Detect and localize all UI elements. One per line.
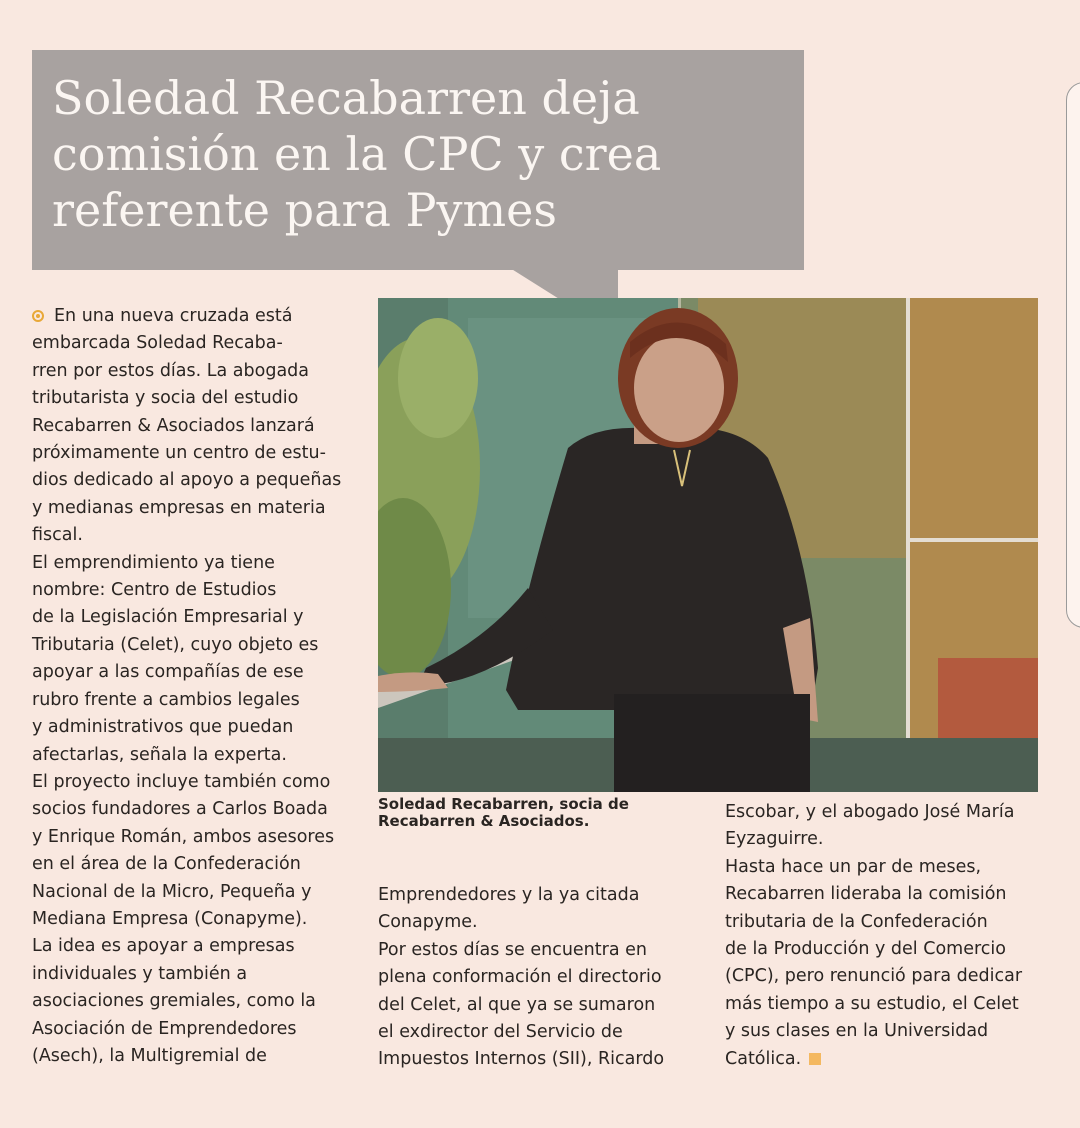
- portrait-illustration: [378, 298, 1038, 792]
- text-line: tributarista y socia del estudio: [32, 388, 299, 409]
- text-line: Recabarren & Asociados lanzará: [32, 415, 315, 436]
- paragraph-board-end: [725, 799, 1055, 854]
- caption-line: Recabarren & Asociados.: [378, 812, 590, 830]
- article-column-3: [725, 799, 1055, 1073]
- text-line: más tiempo a su estudio, el Celet: [725, 993, 1019, 1014]
- text-line: el exdirector del Servicio de: [378, 1022, 623, 1043]
- text-line: y medianas empresas en materia: [32, 497, 326, 518]
- text-line: Por estos días se encuentra en: [378, 939, 647, 960]
- article-column-2: [378, 882, 698, 1074]
- text-line: rren por estos días. La abogada: [32, 360, 310, 381]
- text-line: apoyar a las compañías de ese: [32, 662, 304, 683]
- text-line: Tributaria (Celet), cuyo objeto es: [32, 634, 319, 655]
- text-line: La idea es apoyar a empresas: [32, 936, 295, 957]
- text-line: Impuestos Internos (SII), Ricardo: [378, 1049, 665, 1070]
- text-line: (CPC), pero renunció para dedicar: [725, 966, 1023, 987]
- side-panel-tab[interactable]: [1066, 82, 1080, 628]
- text-line: El proyecto incluye también como: [32, 771, 331, 792]
- text-line: afectarlas, señala la experta.: [32, 744, 287, 765]
- text-line: socios fundadores a Carlos Boada: [32, 799, 328, 820]
- circle-bullet-icon: [32, 310, 44, 322]
- text-line: individuales y también a: [32, 963, 248, 984]
- text-line: plena conformación el directorio: [378, 967, 662, 988]
- caption-line: Soledad Recabarren, socia de: [378, 795, 629, 813]
- headline-line: Soledad Recabarren deja: [52, 71, 640, 125]
- paragraph-idea: [32, 933, 362, 1070]
- text-line: fiscal.: [32, 525, 83, 546]
- text-line: Emprendedores y la ya citada: [378, 885, 640, 905]
- text-line: Hasta hace un par de meses,: [725, 856, 982, 877]
- text-line: Escobar, y el abogado José María: [725, 802, 1015, 822]
- headline-line: referente para Pymes: [52, 183, 557, 237]
- text-line: (Asech), la Multigremial de: [32, 1045, 267, 1066]
- photo-caption: [378, 796, 708, 830]
- square-end-icon: [809, 1053, 821, 1065]
- text-line: y administrativos que puedan: [32, 717, 294, 738]
- text-line: En una nueva cruzada está: [54, 306, 293, 326]
- text-line: Recabarren lideraba la comisión: [725, 884, 1007, 905]
- text-line: El emprendimiento ya tiene: [32, 552, 275, 573]
- text-line: del Celet, al que ya se sumaron: [378, 994, 656, 1015]
- text-line: rubro frente a cambios legales: [32, 689, 300, 710]
- paragraph-name: [32, 550, 362, 769]
- text-line: Conapyme.: [378, 912, 478, 933]
- paragraph-continuation: [378, 882, 698, 937]
- headline-line: comisión en la CPC y crea: [52, 127, 662, 181]
- text-line: embarcada Soledad Recaba-: [32, 333, 283, 354]
- text-line: tributaria de la Confederación: [725, 911, 988, 932]
- paragraph-cpc: [725, 854, 1055, 1073]
- text-line: próximamente un centro de estu-: [32, 443, 326, 464]
- text-line: Nacional de la Micro, Pequeña y: [32, 881, 312, 902]
- text-line: Católica.: [725, 1048, 802, 1069]
- text-line: en el área de la Confederación: [32, 854, 301, 875]
- text-line: y sus clases en la Universidad: [725, 1021, 989, 1042]
- portrait-photo: [378, 298, 1038, 792]
- text-line: Asociación de Emprendedores: [32, 1018, 297, 1039]
- article-column-1: [32, 303, 362, 1070]
- text-line: Eyzaguirre.: [725, 829, 824, 850]
- text-line: nombre: Centro de Estudios: [32, 580, 277, 601]
- paragraph-intro: [32, 303, 362, 550]
- text-line: de la Legislación Empresarial y: [32, 607, 304, 628]
- text-line: Mediana Empresa (Conapyme).: [32, 908, 308, 929]
- text-line: y Enrique Román, ambos asesores: [32, 826, 335, 847]
- paragraph-board: [378, 937, 698, 1074]
- text-line: asociaciones gremiales, como la: [32, 991, 316, 1012]
- text-line: de la Producción y del Comercio: [725, 939, 1006, 960]
- headline: [52, 70, 792, 238]
- text-line: dios dedicado al apoyo a pequeñas: [32, 470, 342, 491]
- paragraph-founders: [32, 769, 362, 933]
